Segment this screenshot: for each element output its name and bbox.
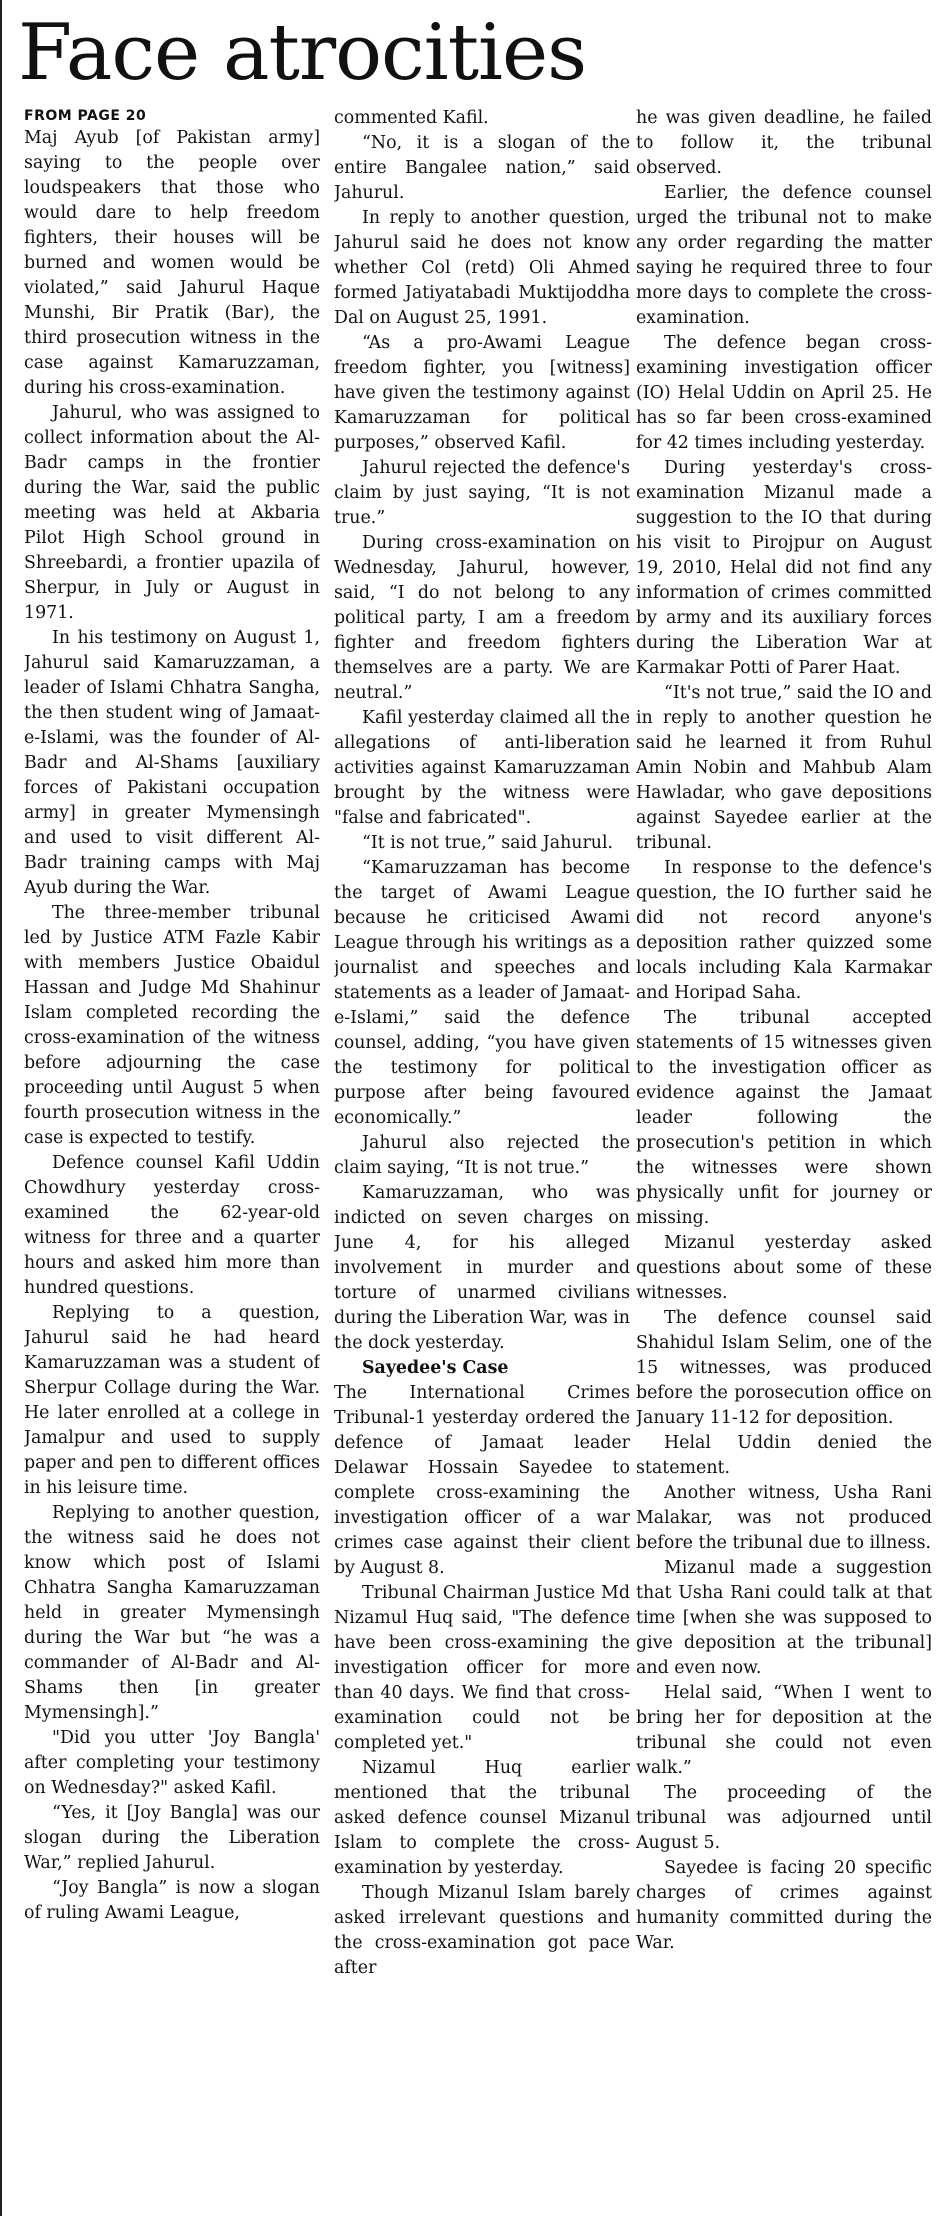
paragraph: Tribunal Chairman Justice Md Nizamul Huq said, "The defence have been cross-examining the investigation officer for more than 40 days. We find that cross-examination could not be completed yet." <box>334 1583 630 1753</box>
paragraph: Maj Ayub [of Pakistan army] saying to the people over loudspeakers that those who would dare to help freedom fighters, their houses will be burned and women would be violated,” said Jahurul Haque Munshi, Bir Pratik (Bar), the third prosecution witness in the case against Kamaruzzaman, during his cross-examination. <box>24 128 320 398</box>
paragraph: Nizamul Huq earlier mentioned that the tribunal asked defence counsel Mizanul Islam to complete the cross-examination by yesterday. <box>334 1758 630 1878</box>
paragraph: Earlier, the defence counsel urged the tribunal not to make any order regarding the matter saying he required three to four more days to complete the cross-examination. <box>636 183 932 328</box>
paragraph: The tribunal accepted statements of 15 witnesses given to the investigation officer as evidence against the Jamaat leader following the prosecution's petition in which the witnesses were shown physically unfit for journey or missing. <box>636 1008 932 1228</box>
paragraph: The defence began cross-examining investigation officer (IO) Helal Uddin on April 25. He has so far been cross-examined for 42 times including yesterday. <box>636 333 932 453</box>
section-subhead: Sayedee's Case <box>362 1358 509 1378</box>
paragraph: “It's not true,” said the IO and in reply to another question he said he learned it from Ruhul Amin Nobin and Mahbub Alam Hawladar, who gave depositions against Sayedee earlier at the tribunal. <box>636 683 932 853</box>
paragraph: Replying to a question, Jahurul said he had heard Kamaruzzaman was a student of Sherpur Collage during the War. He later enrolled at a college in Jamalpur and used to supply paper and pen to different offices in his leisure time. <box>24 1303 320 1498</box>
paragraph: The proceeding of the tribunal was adjourned until August 5. <box>636 1783 932 1853</box>
paragraph: “Yes, it [Joy Bangla] was our slogan during the Liberation War,” replied Jahurul. <box>24 1803 320 1873</box>
paragraph: Helal said, “When I went to bring her for deposition at the tribunal she could not even walk.” <box>636 1683 932 1778</box>
paragraph: The three-member tribunal led by Justice ATM Fazle Kabir with members Justice Obaidul Hassan and Judge Md Shahinur Islam completed recording the cross-examination of the witness before adjourning the case proceeding until August 5 when fourth prosecution witness in the case is expected to testify. <box>24 903 320 1148</box>
paragraph: In his testimony on August 1, Jahurul said Kamaruzzaman, a leader of Islami Chhatra Sangha, the then student wing of Jamaat-e-Islami, was the founder of Al-Badr and Al-Shams [auxiliary forces of Pakistani occupation army] in greater Mymensingh and used to visit different Al-Badr training camps with Maj Ayub during the War. <box>24 628 320 898</box>
paragraph: In reply to another question, Jahurul said he does not know whether Col (retd) Oli Ahmed formed Jatiyatabadi Muktijoddha Dal on August 25, 1991. <box>334 208 630 328</box>
paragraph: Helal Uddin denied the statement. <box>636 1433 932 1478</box>
headline: Face atrocities <box>18 8 587 98</box>
paragraph: Jahurul rejected the defence's claim by just saying, “It is not true.” <box>334 458 630 528</box>
paragraph: “It is not true,” said Jahurul. <box>362 833 614 853</box>
article-column-2 <box>334 106 630 2204</box>
paragraph: “No, it is a slogan of the entire Bangalee nation,” said Jahurul. <box>334 133 630 203</box>
paragraph: “Joy Bangla” is now a slogan of ruling Awami League, <box>24 1878 320 1923</box>
paragraph: “As a pro-Awami League freedom fighter, you [witness] have given the testimony against Kamaruzzaman for political purposes,” observed Kafil. <box>334 333 630 453</box>
paragraph: During cross-examination on Wednesday, Jahurul, however, said, “I do not belong to any political party, I am a freedom fighter and freedom fighters themselves are a party. We are neutral.” <box>334 533 630 703</box>
paragraph: Defence counsel Kafil Uddin Chowdhury yesterday cross-examined the 62-year-old witness for three and a quarter hours and asked him more than hundred questions. <box>24 1153 320 1298</box>
paragraph: Kafil yesterday claimed all the allegations of anti-liberation activities against Kamaruzzaman brought by the witness were "false and fabricated". <box>334 708 630 828</box>
paragraph: In response to the defence's question, the IO further said he did not record anyone's deposition rather quizzed some locals including Kala Karmakar and Horipad Saha. <box>636 858 932 1003</box>
paragraph: Jahurul, who was assigned to collect information about the Al-Badr camps in the frontier during the War, said the public meeting was held at Akbaria Pilot High School ground in Shreebardi, a frontier upazila of Sherpur, in July or August in 1971. <box>24 403 320 623</box>
paragraph: Mizanul yesterday asked questions about some of these witnesses. <box>636 1233 932 1303</box>
paragraph: Though Mizanul Islam barely asked irrelevant questions and the cross-examination got pace after <box>334 1883 630 1978</box>
paragraph: Sayedee is facing 20 specific charges of crimes against humanity committed during the War. <box>636 1858 932 1953</box>
paragraph: During yesterday's cross-examination Mizanul made a suggestion to the IO that during his visit to Pirojpur on August 19, 2010, Helal did not find any information of crimes committed by army and its auxiliary forces during the Liberation War at Karmakar Potti of Parer Haat. <box>636 458 932 678</box>
paragraph: commented Kafil. <box>334 108 489 128</box>
paragraph: Replying to another question, the witness said he does not know which post of Islami Chhatra Sangha Kamaruzzaman held in greater Mymensingh during the War but “he was a commander of Al-Badr and Al-Shams then [in greater Mymensingh].” <box>24 1503 320 1723</box>
paragraph: Kamaruzzaman, who was indicted on seven charges on June 4, for his alleged involvement in murder and torture of unarmed civilians during the Liberation War, was in the dock yesterday. <box>334 1183 630 1353</box>
paragraph: "Did you utter 'Joy Bangla' after completing your testimony on Wednesday?" asked Kafil. <box>24 1728 320 1798</box>
paragraph: Jahurul also rejected the claim saying, “It is not true.” <box>334 1133 630 1178</box>
paragraph: “Kamaruzzaman has become the target of Awami League because he criticised Awami League through his writings as a journalist and speeches and statements as a leader of Jamaat-e-Islami,” said the defence counsel, adding, “you have given the testimony for political purpose after being favoured economically.” <box>334 858 630 1128</box>
article-column-1 <box>24 106 320 2204</box>
paragraph: Another witness, Usha Rani Malakar, was not produced before the tribunal due to illness. <box>636 1483 932 1553</box>
article-column-3 <box>636 106 932 2204</box>
paragraph: Mizanul made a suggestion that Usha Rani could talk at that time [when she was supposed to give deposition at the tribunal] and even now. <box>636 1558 932 1678</box>
continued-from-label: FROM PAGE 20 <box>24 108 147 124</box>
paragraph: The International Crimes Tribunal-1 yesterday ordered the defence of Jamaat leader Delawar Hossain Sayedee to complete cross-examining the investigation officer of a war crimes case against their client by August 8. <box>334 1383 630 1578</box>
paragraph: he was given deadline, he failed to follow it, the tribunal observed. <box>636 108 932 178</box>
paragraph: The defence counsel said Shahidul Islam Selim, one of the 15 witnesses, was produced before the porosecution office on January 11-12 for deposition. <box>636 1308 932 1428</box>
